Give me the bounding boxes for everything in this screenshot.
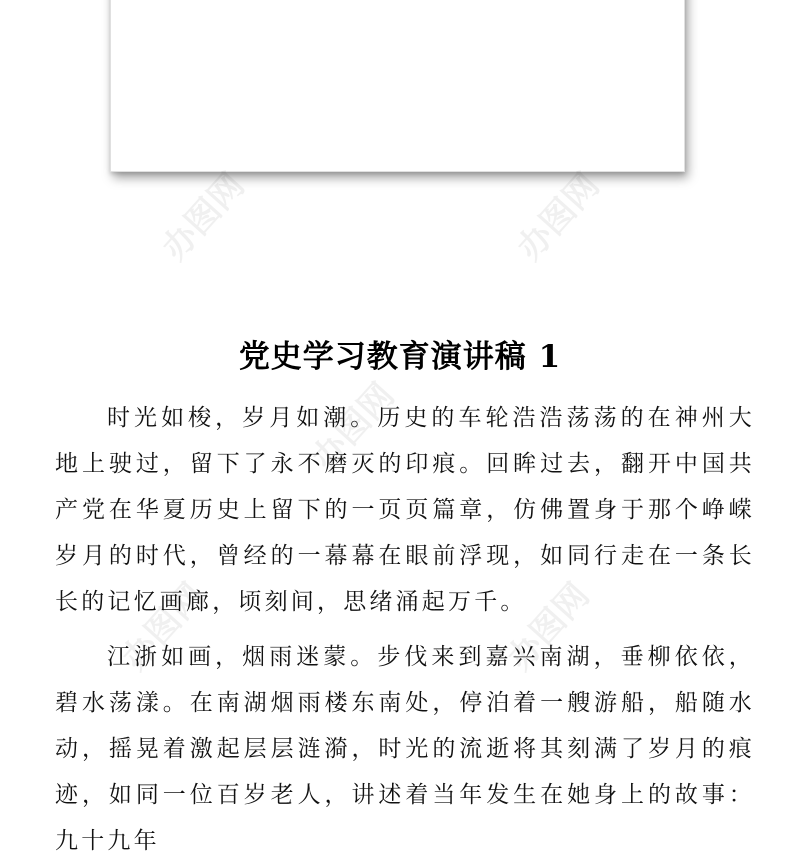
watermark: 办图网	[509, 165, 608, 269]
previous-page-preview	[110, 0, 685, 172]
watermark: 办图网	[154, 165, 253, 269]
watermark: 办图网	[499, 575, 598, 679]
watermark: 办图网	[304, 375, 403, 479]
document-title: 党史学习教育演讲稿 1	[238, 339, 562, 375]
paragraph-1: 时光如梭，岁月如潮。历史的车轮浩浩荡荡的在神州大地上驶过，留下了永不磨灭的印痕。回眸过去，翻开中国共产党在华夏历史上留下的一页页篇章，仿佛置身于那个峥嵘岁月的时代，曾经的一幕幕在眼前浮现，如同行走在一条长长的记忆画廊，顷刻间，思绪涌起万千。	[55, 405, 755, 615]
watermark: 办图网	[114, 575, 213, 679]
paragraph-2: 江浙如画，烟雨迷蒙。步伐来到嘉兴南湖，垂柳依依，碧水荡漾。在南湖烟雨楼东南处，停泊着一艘游船，船随水动，摇晃着激起层层涟漪，时光的流逝将其刻满了岁月的痕迹，如同一位百岁老人，讲述着当年发生在她身上的故事：九十九年	[55, 644, 755, 854]
